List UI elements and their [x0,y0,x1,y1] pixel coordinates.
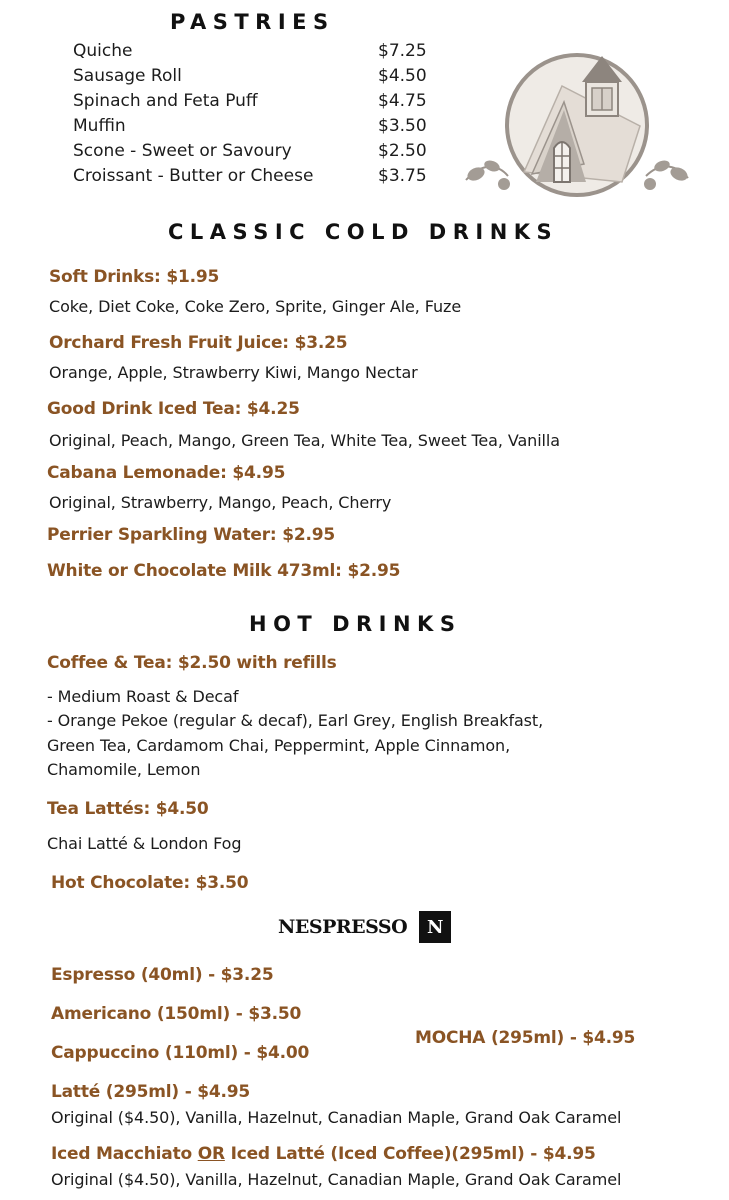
fruit-juice-heading: Orchard Fresh Fruit Juice: $3.25 [49,333,348,353]
hot-drinks-title: HOT DRINKS [249,612,462,636]
coffee-tea-line: - Medium Roast & Decaf [47,687,239,706]
mocha-item: MOCHA (295ml) - $4.95 [415,1028,636,1048]
americano-item: Americano (150ml) - $3.50 [51,1004,302,1024]
pastry-name: Quiche [73,41,133,61]
cappuccino-item: Cappuccino (110ml) - $4.00 [51,1043,310,1063]
latte-desc: Original ($4.50), Vanilla, Hazelnut, Canadian Maple, Grand Oak Caramel [51,1108,622,1127]
pastry-price: $3.50 [378,116,427,136]
fruit-juice-desc: Orange, Apple, Strawberry Kiwi, Mango Nectar [49,363,418,382]
milk-heading: White or Chocolate Milk 473ml: $2.95 [47,561,401,581]
espresso-item: Espresso (40ml) - $3.25 [51,965,274,985]
iced-heading-part-b: Iced Latté (Iced Coffee)(295ml) - $4.95 [224,1144,596,1164]
nespresso-logo [278,911,451,943]
iced-desc: Original ($4.50), Vanilla, Hazelnut, Canadian Maple, Grand Oak Caramel [51,1170,622,1189]
sparkling-water-heading: Perrier Sparkling Water: $2.95 [47,525,335,545]
latte-heading: Latté (295ml) - $4.95 [51,1082,251,1102]
cold-drinks-title: CLASSIC COLD DRINKS [168,220,559,244]
iced-heading [51,1144,596,1164]
coffee-tea-heading: Coffee & Tea: $2.50 with refills [47,653,337,673]
pastry-name: Spinach and Feta Puff [73,91,258,111]
nespresso-wordmark: NESPRESSO [278,916,408,938]
pastry-price: $2.50 [378,141,427,161]
pastry-name: Sausage Roll [73,66,182,86]
tea-lattes-heading: Tea Lattés: $4.50 [47,799,209,819]
hot-chocolate-heading: Hot Chocolate: $3.50 [51,873,249,893]
tea-lattes-desc: Chai Latté & London Fog [47,834,242,853]
pastry-price: $4.75 [378,91,427,111]
pastry-price: $4.50 [378,66,427,86]
soft-drinks-heading: Soft Drinks: $1.95 [49,267,220,287]
nespresso-badge-icon [419,911,451,943]
pastry-name: Scone - Sweet or Savoury [73,141,292,161]
pastry-price: $3.75 [378,166,427,186]
pastry-price: $7.25 [378,41,427,61]
coffee-tea-line: Chamomile, Lemon [47,760,201,779]
iced-tea-heading: Good Drink Iced Tea: $4.25 [47,399,300,419]
pastry-name: Muffin [73,116,126,136]
cottage-emblem-icon [462,52,692,202]
lemonade-desc: Original, Strawberry, Mango, Peach, Cherry [49,493,392,512]
iced-heading-or: OR [197,1144,225,1164]
pastry-name: Croissant - Butter or Cheese [73,166,314,186]
coffee-tea-line: Green Tea, Cardamom Chai, Peppermint, Apple Cinnamon, [47,736,511,755]
coffee-tea-line: - Orange Pekoe (regular & decaf), Earl Grey, English Breakfast, [47,711,544,730]
iced-heading-part-a: Iced Macchiato [51,1144,198,1164]
lemonade-heading: Cabana Lemonade: $4.95 [47,463,286,483]
nespresso-badge-letter: N [426,916,444,938]
pastries-title: PASTRIES [170,10,335,34]
soft-drinks-desc: Coke, Diet Coke, Coke Zero, Sprite, Ginger Ale, Fuze [49,297,462,316]
iced-tea-desc: Original, Peach, Mango, Green Tea, White Tea, Sweet Tea, Vanilla [49,431,560,450]
